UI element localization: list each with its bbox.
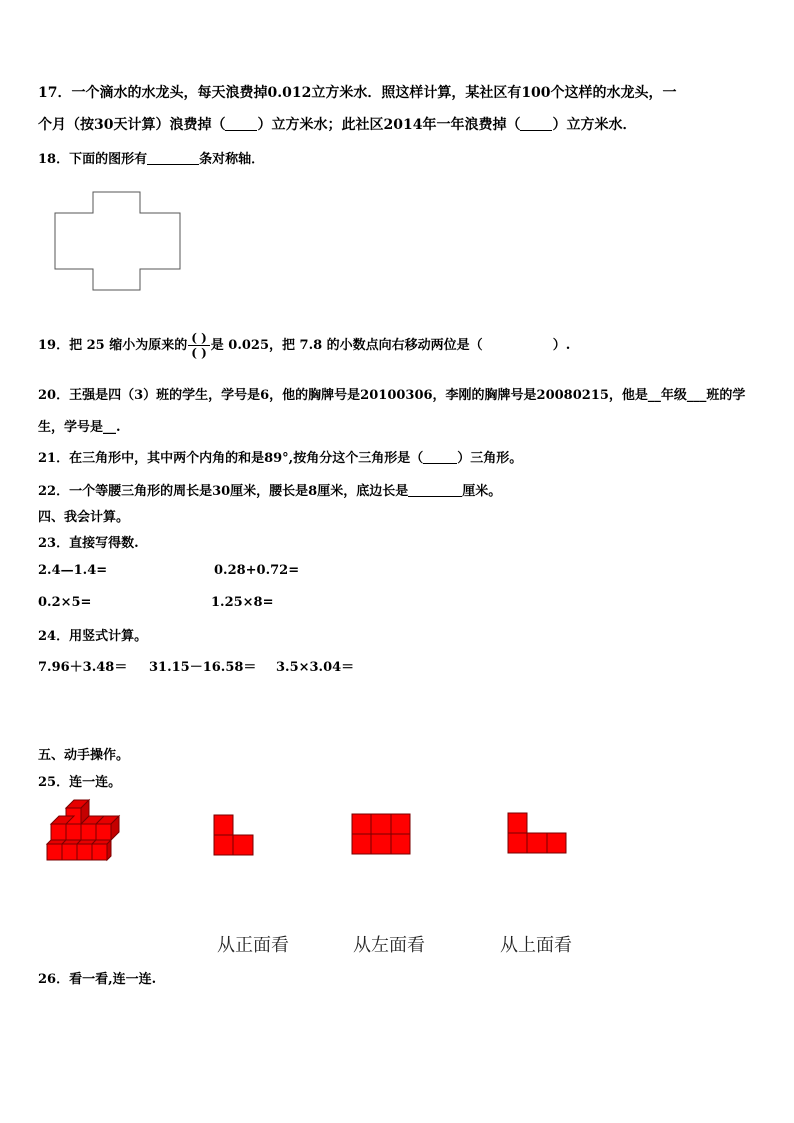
q19-text-c: ）.: [552, 338, 571, 353]
q24-title: 24．用竖式计算。: [38, 629, 148, 644]
q21-text-b: ）三角形。: [457, 451, 523, 466]
q20-line1: 20．王强是四（3）班的学生，学号是6，他的胸牌号是20100306，李刚的胸牌号是20080215，他是__年级___班的学: [38, 388, 746, 403]
view-label-top: 从上面看: [500, 935, 572, 956]
q26-title: 26．看一看,连一连.: [38, 972, 157, 987]
section-5-heading: 五、动手操作。: [38, 748, 130, 763]
q22-text-a: 22．一个等腰三角形的周长是30厘米，腰长是8厘米，底边长是: [38, 484, 409, 499]
q19-fraction-denominator: ( ): [191, 346, 207, 360]
q23-item-3: 0.2×5=: [38, 595, 92, 610]
q20-line2: 生，学号是__.: [38, 420, 121, 435]
q17-text-b: ）立方米水；此社区2014年一年浪费掉（: [257, 117, 521, 133]
q19-fraction-numerator: ( ): [188, 331, 210, 346]
q23-item-1: 2.4—1.4=: [38, 563, 108, 578]
q19-text-b: 是 0.025，把 7.8 的小数点向右移动两位是（: [210, 338, 483, 353]
q17-text-a: 个月（按30天计算）浪费掉（: [38, 117, 226, 133]
q24-item-2: 31.15－16.58＝: [149, 660, 257, 675]
q19-text-a: 19．把 25 缩小为原来的: [38, 338, 188, 353]
q17-text-c: ）立方米水．: [552, 117, 637, 133]
q18-text-b: 条对称轴．: [199, 152, 265, 167]
q22-text-b: 厘米。: [462, 484, 502, 499]
q23-title: 23．直接写得数.: [38, 536, 139, 551]
q23-item-2: 0.28+0.72=: [214, 563, 300, 578]
q18-text-a: 18．下面的图形有: [38, 152, 148, 167]
section-4-heading: 四、我会计算。: [38, 510, 130, 525]
view-label-left: 从左面看: [353, 935, 425, 956]
q24-item-3: 3.5×3.04＝: [276, 660, 355, 675]
q17-line1: 17．一个滴水的水龙头，每天浪费掉0.012立方米水．照这样计算，某社区有100个这样的水龙头，一: [38, 85, 677, 101]
q21-text-a: 21．在三角形中，其中两个内角的和是89°,按角分这个三角形是（: [38, 451, 424, 466]
q23-item-4: 1.25×8=: [211, 595, 274, 610]
q25-title: 25．连一连。: [38, 775, 122, 790]
q24-item-1: 7.96＋3.48＝: [38, 660, 128, 675]
view-label-front: 从正面看: [217, 935, 289, 956]
